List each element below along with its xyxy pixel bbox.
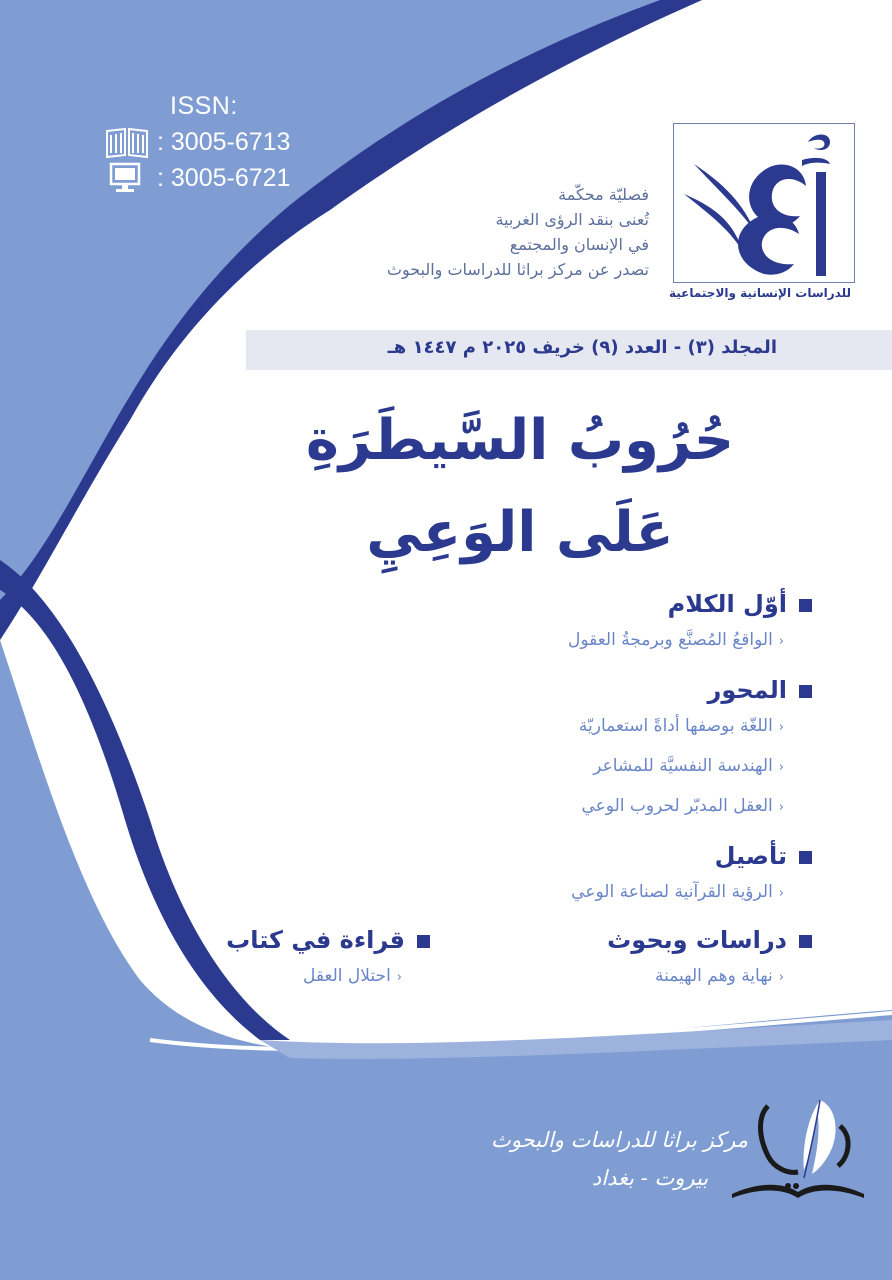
section-heading: دراسات وبحوث	[607, 926, 812, 954]
issn-block	[157, 92, 291, 192]
tagline-line: فصليّة محكّمة	[558, 185, 649, 204]
square-bullet-icon	[799, 851, 812, 864]
chevron-left-icon: ‹	[778, 634, 784, 649]
chevron-left-icon: ‹	[778, 800, 784, 815]
journal-caption: للدراسات الإنسانية والاجتماعية	[668, 286, 851, 300]
publisher-name: مركز براثا للدراسات والبحوث	[491, 1128, 748, 1152]
square-bullet-icon	[417, 935, 430, 948]
chevron-left-icon: ‹	[778, 760, 784, 775]
section-heading: أوّل الكلام	[668, 590, 812, 618]
chevron-left-icon: ‹	[778, 720, 784, 735]
issn-print-row	[105, 124, 305, 160]
tagline-line: في الإنسان والمجتمع	[509, 235, 649, 254]
section-heading: المحور	[708, 676, 813, 704]
section-heading: تأصيل	[715, 842, 812, 870]
publisher-logo	[728, 1096, 868, 1206]
logo-mark-icon	[674, 124, 854, 282]
tagline-line: تصدر عن مركز براثا للدراسات والبحوث	[386, 260, 649, 279]
chevron-left-icon: ‹	[396, 970, 402, 985]
square-bullet-icon	[799, 685, 812, 698]
square-bullet-icon	[799, 935, 812, 948]
section-item: ‹احتلال العقل	[302, 966, 402, 986]
section-item: ‹نهاية وهم الهيمنة	[654, 966, 784, 986]
chevron-left-icon: ‹	[778, 970, 784, 985]
publisher-cities: بيروت - بغداد	[591, 1166, 709, 1190]
book-icon	[105, 125, 149, 159]
chevron-left-icon: ‹	[778, 886, 784, 901]
issn-label: ISSN:	[170, 92, 238, 120]
section-item: ‹اللغّة بوصفها أداةً استعماريّة	[578, 716, 784, 736]
journal-tagline	[329, 182, 649, 282]
cover-title-line2: عَلَى الوَعِيِ	[366, 500, 674, 565]
issn-online-number: : 3005-6721	[157, 163, 291, 192]
issn-online-row	[105, 160, 305, 196]
feather-book-icon	[728, 1096, 868, 1206]
section-item: ‹الواقعُ المُصنَّع وبرمجةُ العقول	[568, 630, 784, 650]
section-item: ‹الهندسة النفسيَّة للمشاعر	[593, 756, 784, 776]
cover-title-line1: حُرُوبُ السَّيطَرَةِ	[305, 408, 735, 473]
section-heading: قراءة في كتاب	[226, 926, 430, 954]
section-item: ‹الرؤية القرآنية لصناعة الوعي	[571, 882, 784, 902]
journal-logo	[673, 123, 855, 283]
issue-info: المجلد (٣) - العدد (٩) خريف ٢٠٢٥ م ١٤٤٧ هـ	[387, 337, 777, 358]
issn-print-number: : 3005-6713	[157, 127, 291, 156]
section-item: ‹العقل المدبّر لحروب الوعي	[581, 796, 784, 816]
monitor-icon	[105, 161, 149, 195]
tagline-line: تُعنى بنقد الرؤى الغربية	[495, 210, 649, 229]
square-bullet-icon	[799, 599, 812, 612]
